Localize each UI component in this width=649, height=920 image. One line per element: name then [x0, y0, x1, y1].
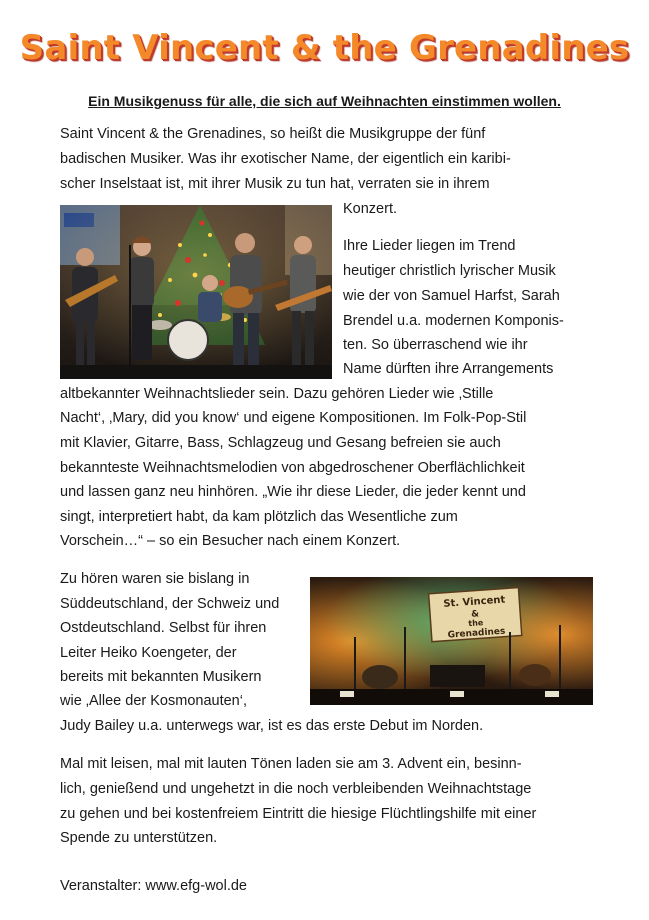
text-line: Konzert.	[343, 201, 397, 217]
text-line: bereits mit bekannten Musikern	[60, 669, 262, 685]
text-line: wie ‚Allee der Kosmonauten‘,	[60, 693, 247, 709]
text-line: badischen Musiker. Was ihr exotischer Name, der eigentlich ein karibi-	[60, 151, 511, 167]
text-line: heutiger christlich lyrischer Musik	[343, 263, 556, 279]
text-line: mit Klavier, Gitarre, Bass, Schlagzeug und Gesang befreien sie auch	[60, 435, 501, 451]
stage-sign-text: St. Vincent	[443, 594, 506, 610]
text-line: und lassen ganz neu hinhören. „Wie ihr diese Lieder, die jeder kennt und	[60, 484, 526, 500]
stage-sign-text: &	[470, 609, 480, 620]
text-line: Mal mit leisen, mal mit lauten Tönen laden sie am 3. Advent ein, besinn-	[60, 756, 522, 772]
stage-sign-text: the	[468, 618, 484, 629]
text-line: Brendel u.a. modernen Komponis-	[343, 313, 564, 329]
text-line: Nacht‘, ‚Mary, did you know‘ und eigene Kompositionen. Im Folk-Pop-Stil	[60, 410, 527, 426]
stage-photo	[310, 577, 593, 705]
text-line: lich, genießend und ungehetzt in die noch verbleibenden Weihnachtstage	[60, 781, 532, 797]
text-line: Ostdeutschland. Selbst für ihren	[60, 620, 267, 636]
text-line: Süddeutschland, der Schweiz und	[60, 596, 280, 612]
page-title: Saint Vincent & the Grenadines	[19, 28, 630, 68]
text-line: wie der von Samuel Harfst, Sarah	[343, 288, 560, 304]
organizer-footer: Veranstalter: www.efg-wol.de	[60, 878, 247, 894]
text-line: singt, interpretiert habt, da kam plötzlich das Wesentliche zum	[60, 509, 458, 525]
text-line: Leiter Heiko Koengeter, der	[60, 645, 237, 661]
text-line: scher Inselstaat ist, mit ihrer Musik zu tun hat, verraten sie in ihrem	[60, 176, 490, 192]
text-line: zu gehen und bei kostenfreiem Eintritt die hiesige Flüchtlingshilfe mit einer	[60, 806, 537, 822]
band-photo	[60, 205, 332, 379]
text-line: altbekannter Weihnachtslieder sein. Dazu gehören Lieder wie ‚Stille	[60, 386, 494, 402]
text-line: Judy Bailey u.a. unterwegs war, ist es das erste Debut im Norden.	[60, 718, 484, 734]
stage-sign-text: Grenadines	[447, 626, 506, 641]
text-line: Zu hören waren sie bislang in	[60, 571, 250, 587]
text-line: Vorschein…“ – so ein Besucher nach einem Konzert.	[60, 533, 401, 549]
text-line: Name dürften ihre Arrangements	[343, 361, 554, 377]
text-line: ten. So überraschend wie ihr	[343, 337, 528, 353]
text-line: Ihre Lieder liegen im Trend	[343, 238, 516, 254]
text-line: Saint Vincent & the Grenadines, so heißt die Musikgruppe der fünf	[60, 126, 486, 142]
page-subtitle: Ein Musikgenuss für alle, die sich auf Weihnachten einstimmen wollen.	[88, 93, 561, 109]
text-line: Spende zu unterstützen.	[60, 830, 218, 846]
text-line: bekannteste Weihnachtsmelodien von abgedroschener Oberflächlichkeit	[60, 460, 525, 476]
